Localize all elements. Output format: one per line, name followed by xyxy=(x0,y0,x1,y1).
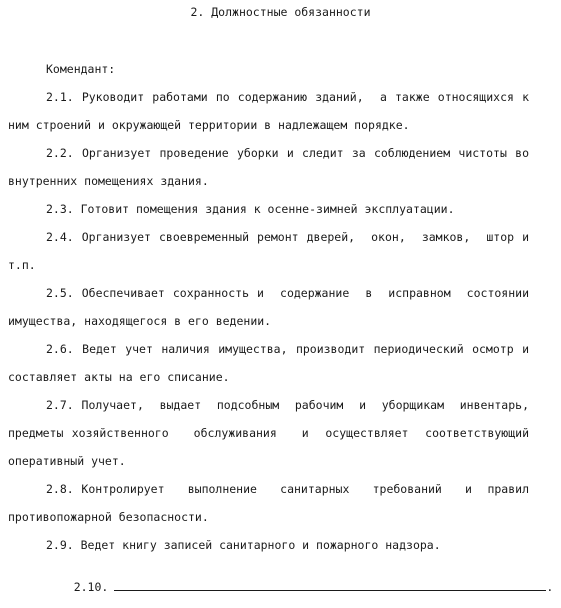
item-2-8-line-1: 2.8. Контролирует выполнение санитарных требований и правил xyxy=(46,482,529,496)
item-2-1-line-2: ним строений и окружающей территории в надлежащем порядке. xyxy=(8,118,410,132)
item-2-9-line-1: 2.9. Ведет книгу записей санитарного и пожарного надзора. xyxy=(46,538,441,552)
item-2-5-line-2: имущества, находящегося в его ведении. xyxy=(8,314,272,328)
item-2-6-line-2: составляет акты на его списание. xyxy=(8,370,230,384)
item-2-7-line-1: 2.7. Получает, выдает подсобным рабочим и уборщикам инвентарь, xyxy=(46,398,529,412)
item-2-10-number: 2.10. xyxy=(73,580,109,594)
item-2-7-line-3: оперативный учет. xyxy=(8,454,126,468)
item-2-2-line-2: внутренних помещениях здания. xyxy=(8,174,209,188)
item-2-8-line-2: противопожарной безопасности. xyxy=(8,510,209,524)
section-heading: 2. Должностные обязанности xyxy=(190,5,371,19)
item-2-3-line-1: 2.3. Готовит помещения здания к осенне-зимней эксплуатации. xyxy=(46,202,455,216)
fill-in-underline xyxy=(114,580,546,591)
item-2-10-blank-line xyxy=(46,566,553,608)
item-2-10-end: . xyxy=(546,580,554,594)
item-2-7-line-2: предметы хозяйственного обслуживания и осуществляет соответствующий xyxy=(8,426,529,440)
item-2-6-line-1: 2.6. Ведет учет наличия имущества, производит периодический осмотр и xyxy=(46,342,529,356)
role-label: Комендант: xyxy=(46,62,116,76)
item-2-2-line-1: 2.2. Организует проведение уборки и следит за соблюдением чистоты во xyxy=(46,146,529,160)
item-2-5-line-1: 2.5. Обеспечивает сохранность и содержание в исправном состоянии xyxy=(46,286,529,300)
item-2-1-line-1: 2.1. Руководит работами по содержанию зданий, а также относящихся к xyxy=(46,90,529,104)
item-2-4-line-1: 2.4. Организует своевременный ремонт дверей, окон, замков, штор и xyxy=(46,230,529,244)
item-2-4-line-2: т.п. xyxy=(8,258,36,272)
